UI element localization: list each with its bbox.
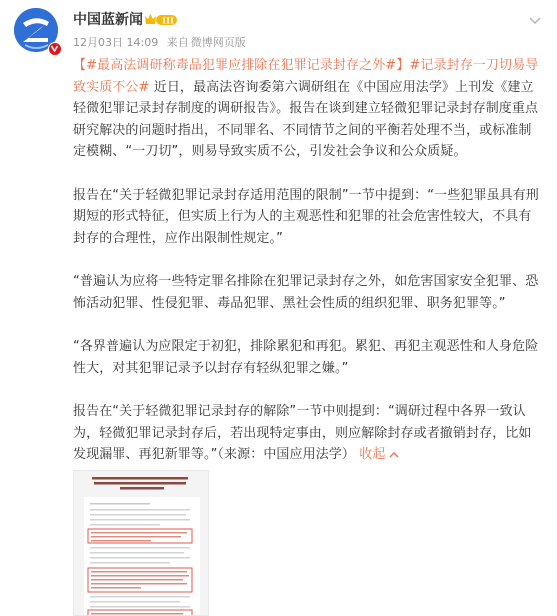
bracket-close: 】	[396, 58, 410, 73]
author-name[interactable]: 中国蓝新闻	[73, 12, 143, 28]
paragraph-5-text: 报告在“关于轻微犯罪记录封存的解除”一节中则提到：“调研过程中各界一致认为，轻微犯罪记录封存后，若出现特定事由，则应解除封存或者撤销封存，比如发现漏罪、再犯新罪等。”（来源：中国应用法学）	[73, 404, 532, 462]
post-image[interactable]	[73, 470, 209, 616]
hashtag-link-1[interactable]: #最高法调研称毒品犯罪应排除在犯罪记录封存之外#	[86, 58, 397, 73]
source-prefix: 来自	[166, 36, 189, 49]
post-meta	[73, 36, 251, 50]
paragraph-5	[73, 401, 543, 466]
paragraph-1-text: 近日，最高法咨询委第六调研组在《中国应用法学》上刊发《建立轻微犯罪记录封存制度的调研报告》。报告在谈到建立轻微犯罪记录封存制度重点研究解决的问题时指出，不同罪名、不同情节之间的平衡若处理不当，或标准制定模糊、“一刀切”，则易导致实质不公，引发社会争议和公众质疑。	[73, 79, 539, 159]
member-level-badge-icon[interactable]	[144, 12, 178, 27]
hashtag-link-2[interactable]: #记录封存一刀切易导致实质不公#	[73, 58, 539, 95]
bracket-open: 【	[73, 58, 87, 73]
collapse-button[interactable]	[359, 447, 401, 462]
chevron-up-icon	[387, 450, 401, 460]
post-time[interactable]: 12月03日 14:09	[73, 36, 159, 49]
paragraph-4: “各界普遍认为应限定于初犯，排除累犯和再犯。累犯、再犯主观恶性和人身危险性大，对其犯罪记录予以封存有轻纵犯罪之嫌。”	[73, 339, 539, 376]
more-options-button[interactable]	[527, 12, 543, 24]
member-level-text: III	[162, 16, 174, 27]
post-source: 微博网页版	[190, 36, 246, 49]
verified-badge-icon	[48, 42, 62, 56]
paragraph-3: “普遍认为应将一些特定罪名排除在犯罪记录封存之外，如危害国家安全犯罪、恐怖活动犯罪、性侵犯罪、毒品犯罪、黑社会性质的组织犯罪、职务犯罪等。”	[73, 274, 539, 311]
collapse-label: 收起	[359, 447, 386, 462]
post-content	[73, 55, 543, 488]
paragraph-1	[73, 55, 543, 163]
paragraph-2: 报告在“关于轻微犯罪记录封存适用范围的限制”一节中提到：“一些犯罪虽具有刑期短的形式特征，但实质上行为人的主观恶性和犯罪的社会危害性较大，不具有封存的合理性，应作出限制性规定。”	[73, 187, 539, 246]
document-thumbnail-icon	[74, 471, 209, 616]
chevron-down-icon	[527, 15, 543, 27]
